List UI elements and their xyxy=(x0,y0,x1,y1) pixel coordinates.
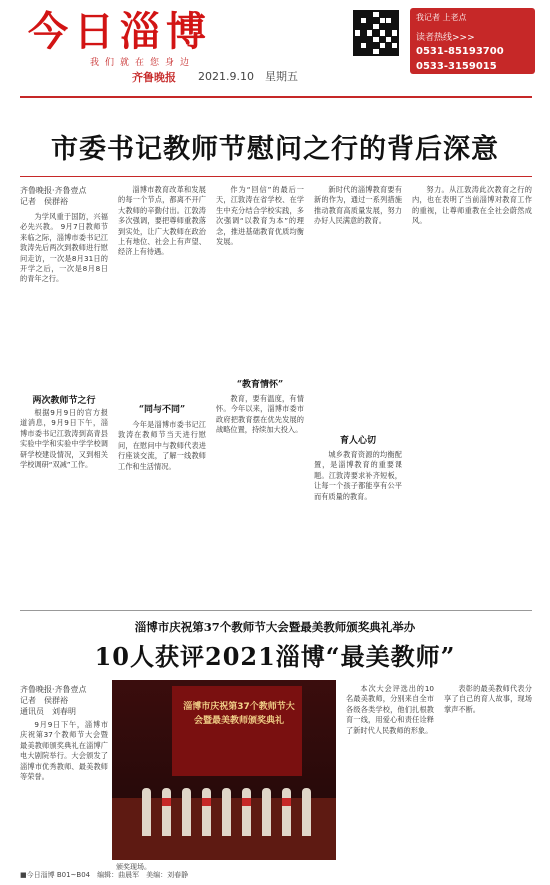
masthead xyxy=(0,0,550,92)
hotline-title: 我记者 上老点 xyxy=(416,13,467,22)
paragraph: 努力。从江敦涛此次教育之行的内，也在表明了当前淄博对教育工作的重视，让尊师重教在全社会蔚然成风。 xyxy=(412,185,532,226)
byline-line: 记者 侯群裕 xyxy=(20,197,68,206)
paragraph: 教育，要有温度，有情怀。今年以来，淄博市委市政府把教育摆在优先发展的战略位置，持续加大投入。 xyxy=(216,394,304,435)
paragraph: 淄博市教育改革和发展的每一个节点，都离不开广大教师的辛勤付出。江敦涛多次强调，要把尊师重教落到实处，让广大教师在政治上有地位、社会上有声望、经济上有待遇。 xyxy=(118,185,206,257)
page-footer: ■今日淄博 B01~B04 编辑：曲晨军 美编：刘春静 xyxy=(20,871,189,879)
person-figure xyxy=(162,788,171,836)
sash xyxy=(162,798,171,806)
article1-col-3 xyxy=(216,185,304,365)
stage-banner-text: 淄博市庆祝第37个教师节大会暨最美教师颁奖典礼 xyxy=(183,702,295,726)
article2-headline: 10人获评2021淄博“最美教师” xyxy=(94,642,456,671)
divider xyxy=(20,96,532,98)
article1-col-2 xyxy=(118,185,206,385)
article1-col-5 xyxy=(412,185,532,605)
article2-col-3 xyxy=(346,684,434,862)
paragraph: 9月9日下午，淄博市庆祝第37个教师节大会暨最美教师颁奖典礼在淄博广电大剧院举行。大会颁发了淄博市优秀教师、最美教师等荣誉。 xyxy=(20,720,108,782)
person-figure xyxy=(222,788,231,836)
byline-line: 通讯员 刘春明 xyxy=(20,707,76,716)
article1-headline: 市委书记教师节慰问之行的背后深意 xyxy=(51,134,499,165)
paragraph: 表彰的最美教师代表分享了自己的育人故事，现场掌声不断。 xyxy=(444,684,532,714)
divider xyxy=(20,176,532,177)
slogan: 我们就在您身边 xyxy=(90,58,196,68)
article1-subhead-3: “教育情怀” xyxy=(236,380,284,390)
newspaper-logo: 今日淄博 xyxy=(28,8,212,55)
paragraph: 今年是淄博市委书记江敦涛在教师节当天进行慰问，在慰问中与教师代表进行座谈交流，了解一线教师工作和生活情况。 xyxy=(118,420,206,471)
phone-1: 0531-85193700 xyxy=(416,46,504,57)
paragraph: 新时代的淄博教育要有新的作为，通过一系列措施推动教育高质量发展，努力办好人民满意的教育。 xyxy=(314,185,402,226)
article1-col-1b xyxy=(20,408,108,606)
paragraph: 作为“回信”的最后一天，江敦涛在省学校、在学生中充分结合学校实践，多次强调“以教育为本”的理念，推进基础教育优质均衡发展。 xyxy=(216,185,304,247)
person-figure xyxy=(182,788,191,836)
article2-col-1 xyxy=(20,720,108,862)
sash xyxy=(242,798,251,806)
sash xyxy=(282,798,291,806)
phone-2: 0533-3159015 xyxy=(416,61,497,72)
person-figure xyxy=(142,788,151,836)
paragraph: 本次大会评选出的10名最美教师，分别来自全市各级各类学校，他们扎根教育一线，用爱心和责任诠释了新时代人民教师的形象。 xyxy=(346,684,434,735)
qr-code-icon xyxy=(353,10,399,56)
issue-date: 2021.9.10 星期五 xyxy=(198,70,298,83)
paragraph: 根据9月9日的官方报道消息，9月9日下午，淄博市委书记江敦涛到高青县实验中学和实验中学学校调研学校建设情况，又到相关学校调研“双减”工作。 xyxy=(20,408,108,470)
person-figure xyxy=(202,788,211,836)
article1-col-3b xyxy=(216,394,304,606)
award-ceremony-photo xyxy=(112,680,336,860)
divider xyxy=(20,610,532,611)
sash xyxy=(202,798,211,806)
paragraph: 为学风重于国防，兴福必先兴教。 9月7日教师节来临之际，淄博市委书记江敦涛先后两次到教师进行慰问走访，一次是8月31日的开学之后，一次是8月8日的青年之行。 xyxy=(20,212,108,284)
paragraph: 城乡教育资源的均衡配置，是淄博教育的重要课题。江敦涛要求补齐短板，让每一个孩子都能享有公平而有质量的教育。 xyxy=(314,450,402,501)
byline-line: 齐鲁晚报·齐鲁壹点 xyxy=(20,685,87,694)
person-figure xyxy=(302,788,311,836)
article2-byline xyxy=(20,684,87,717)
article1-subhead-2: “同与不同” xyxy=(138,405,186,415)
person-figure xyxy=(262,788,271,836)
hotline-box xyxy=(410,8,535,74)
person-figure xyxy=(242,788,251,836)
paper-name: 齐鲁晚报 xyxy=(132,71,176,84)
byline-line: 齐鲁晚报·齐鲁壹点 xyxy=(20,186,87,195)
byline-line: 记者 侯群裕 xyxy=(20,696,68,705)
article1-subhead-1: 两次教师节之行 xyxy=(32,396,96,406)
article1-col-4b xyxy=(314,450,402,606)
article1-col-4 xyxy=(314,185,402,421)
article1-col-1 xyxy=(20,212,108,390)
article2-col-4 xyxy=(444,684,532,862)
article2-kicker: 淄博市庆祝第37个教师节大会暨最美教师颁奖典礼举办 xyxy=(134,620,416,634)
article1-col-2b xyxy=(118,420,206,606)
photo-caption: 颁奖现场。 xyxy=(116,863,151,871)
hotline-sub: 读者热线>>> xyxy=(416,33,475,43)
person-figure xyxy=(282,788,291,836)
article1-subhead-4: 育人心切 xyxy=(339,436,376,446)
article1-byline xyxy=(20,185,87,207)
